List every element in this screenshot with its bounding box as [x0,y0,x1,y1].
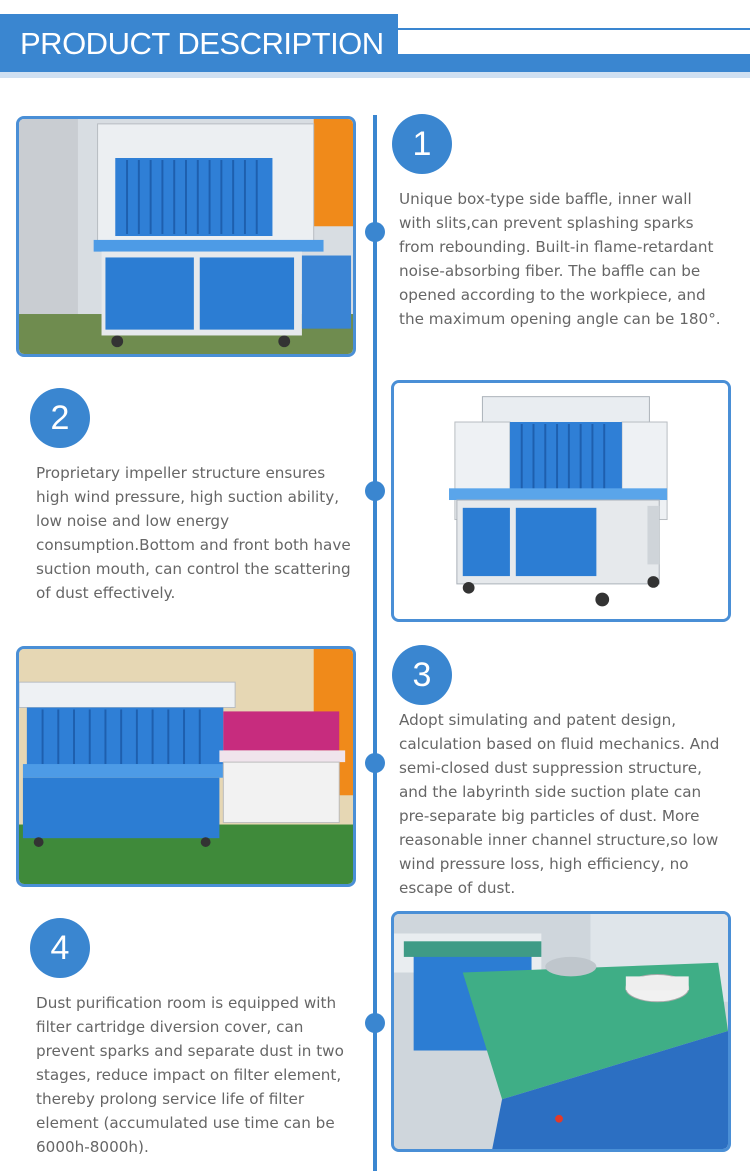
header-rule [398,28,750,30]
product-photo-3 [16,646,356,887]
section-header [0,0,750,90]
page-title: PRODUCT DESCRIPTION [20,26,384,61]
feature-2-text: Proprietary impeller structure ensures high wind pressure, high suction ability, low noise and low energy consumption.Bottom and front both have suction mouth, can control the scattering of dust effectively. [36,464,351,602]
timeline-dot [365,1013,385,1033]
product-photo-1 [16,116,356,357]
workbench-photo-icon [394,914,728,1149]
workbench-photo-icon [19,649,353,884]
timeline-dot [365,753,385,773]
product-photo-4 [391,911,731,1152]
feature-1-text: Unique box-type side baffle, inner wall with slits,can prevent splashing sparks from rebounding. Built-in flame-retardant noise-absorbing fiber. The baffle can be opened according to the workpiece, and the maximum opening angle can be 180°. [399,190,721,328]
workbench-photo-icon [394,383,728,619]
step-number-3: 3 [392,645,452,705]
feature-3-text: Adopt simulating and patent design, calculation based on fluid mechanics. And semi-closed dust suppression structure, and the labyrinth side suction plate can pre-separate big particles of dust. More reasonable inner channel structure,so low wind pressure loss, high efficiency, no escape of dust. [399,711,720,897]
header-shadow [0,72,750,78]
feature-4-text: Dust purification room is equipped with filter cartridge diversion cover, can prevent sparks and separate dust in two stages, reduce impact on filter element, thereby prolong service life of filter element (accumulated use time can be 6000h-8000h). [36,994,344,1156]
step-number-2: 2 [30,388,90,448]
timeline-dot [365,222,385,242]
workbench-photo-icon [19,119,353,354]
step-number-4: 4 [30,918,90,978]
timeline-dot [365,481,385,501]
product-photo-2 [391,380,731,622]
step-number-1: 1 [392,114,452,174]
